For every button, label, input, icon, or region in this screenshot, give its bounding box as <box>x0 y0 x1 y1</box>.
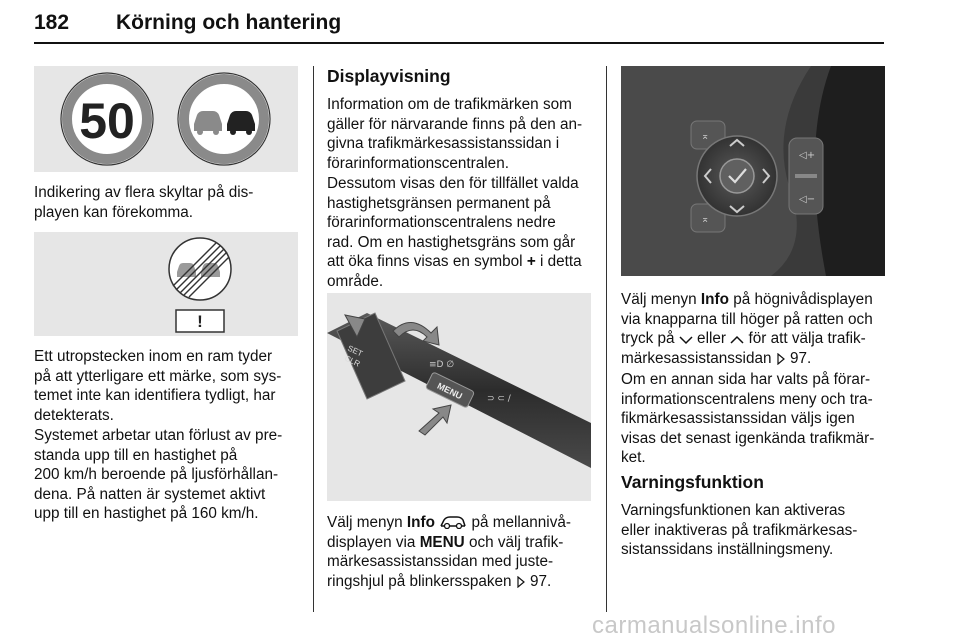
col2-para2-text-a: Dessutom visas den för tillfället valda hastighetsgränsen permanent på förarinformationscentralens nedre rad. Om en hastighetsgräns som går att öka finns visas en symbol <box>327 175 579 270</box>
warning-heading: Varningsfunktion <box>621 472 764 492</box>
lights-symbols: ≡D ∅ <box>429 360 455 370</box>
display-heading: Displayvisning <box>327 66 451 86</box>
ok-button <box>720 159 754 193</box>
col3-para3: Varningsfunktionen kan aktiveras eller inaktiveras på trafikmärkesas- sistanssidans inställningsmeny. <box>621 502 858 558</box>
col2-para2 <box>327 174 602 291</box>
info-label: Info <box>406 514 435 531</box>
reference-triangle-icon <box>516 576 526 588</box>
end-restriction-graphic <box>34 232 298 336</box>
button-bottom-left-symbol: ⌅ <box>701 214 710 225</box>
turn-signal-stalk-illustration <box>327 293 591 501</box>
col3-para1-text-a: Välj menyn <box>621 291 701 308</box>
traffic-signs-graphic <box>34 66 298 172</box>
steering-wheel-controls-illustration <box>621 66 885 276</box>
col3-para1-text-b: på högnivådisplayen via knapparna till höger på ratten och tryck på <box>621 291 873 347</box>
stalk-label-set: SET <box>346 343 365 359</box>
col3-para1-ref: 97. <box>789 349 812 367</box>
no-overtaking-sign-outer <box>178 73 270 165</box>
column-divider-left <box>313 66 314 612</box>
menu-button-label: MENU <box>435 380 464 402</box>
button-top-left-symbol: ⌅ <box>701 131 710 142</box>
volume-down-icon: ◁− <box>799 194 816 205</box>
col3-para2: Om en annan sida har valts på förar- informationscentralens meny och tra- fikmärkesassistanssidan väljs igen visas det senast igenkända trafikmär- ket. <box>621 371 875 466</box>
up-chevron-icon <box>730 335 744 345</box>
page-number: 182 <box>34 11 70 34</box>
col3-para1-or: eller <box>692 330 731 347</box>
col2-para3-text-a: Välj menyn <box>327 514 407 531</box>
col1-para3: Systemet arbetar utan förlust av pre- standa upp till en hastighet på 200 km/h beroende på ljusförhållan- dena. På natten är systemet aktivt upp till en hastighet på 160 km/h. <box>34 427 283 522</box>
col2-para3 <box>327 513 602 591</box>
info-label: Info <box>700 291 729 308</box>
col3-para1-text-c: för att välja trafik- märkesassistanssidan <box>621 330 866 367</box>
down-chevron-icon <box>679 335 693 345</box>
col2-para3-text-b: på mellannivå- displayen via <box>327 514 571 551</box>
beam-symbols: ⊃ ⊂ / <box>487 394 511 404</box>
end-restriction-illustration <box>34 232 298 336</box>
stalk-graphic <box>327 293 591 501</box>
col1-para2: Ett utropstecken inom en ram tyder på att ytterligare ett märke, som sys- temet inte kan identifiera tydligt, har detekterats. <box>34 348 282 424</box>
column-divider-right <box>606 66 607 612</box>
col2-para3-text-c: och välj trafik- märkesassistanssidan med juste- ringshjul på blinkersspaken <box>327 533 564 590</box>
section-title: Körning och hantering <box>116 11 342 34</box>
watermark: carmanualsonline.info <box>592 612 836 639</box>
exclamation-mark: ! <box>197 312 203 331</box>
stalk-label-clr: CLR <box>343 353 362 369</box>
col2-para1: Information om de trafikmärken som gäller för närvarande finns på den an- givna trafikmärkesassistanssidan i förarinformationscentralen. <box>327 96 583 172</box>
col1-para1: Indikering av flera skyltar på dis- playen kan förekomma. <box>34 184 254 221</box>
col2-para3-ref: 97. <box>530 572 552 590</box>
col2-para2-text-b: i detta område. <box>327 253 582 290</box>
page-header <box>34 4 884 44</box>
header-rule <box>34 42 884 44</box>
menu-label: MENU <box>419 533 465 551</box>
menu-press-arrow-icon <box>419 405 451 435</box>
plus-symbol: + <box>526 253 536 270</box>
wheel-rim <box>815 66 885 276</box>
volume-up-icon: ◁+ <box>799 150 816 161</box>
reference-triangle-icon <box>776 353 786 365</box>
traffic-signs-illustration <box>34 66 298 172</box>
col3-para1 <box>621 290 896 368</box>
steering-wheel-graphic <box>621 66 885 276</box>
car-icon <box>439 515 467 529</box>
speed-sign-value: 50 <box>79 93 135 149</box>
